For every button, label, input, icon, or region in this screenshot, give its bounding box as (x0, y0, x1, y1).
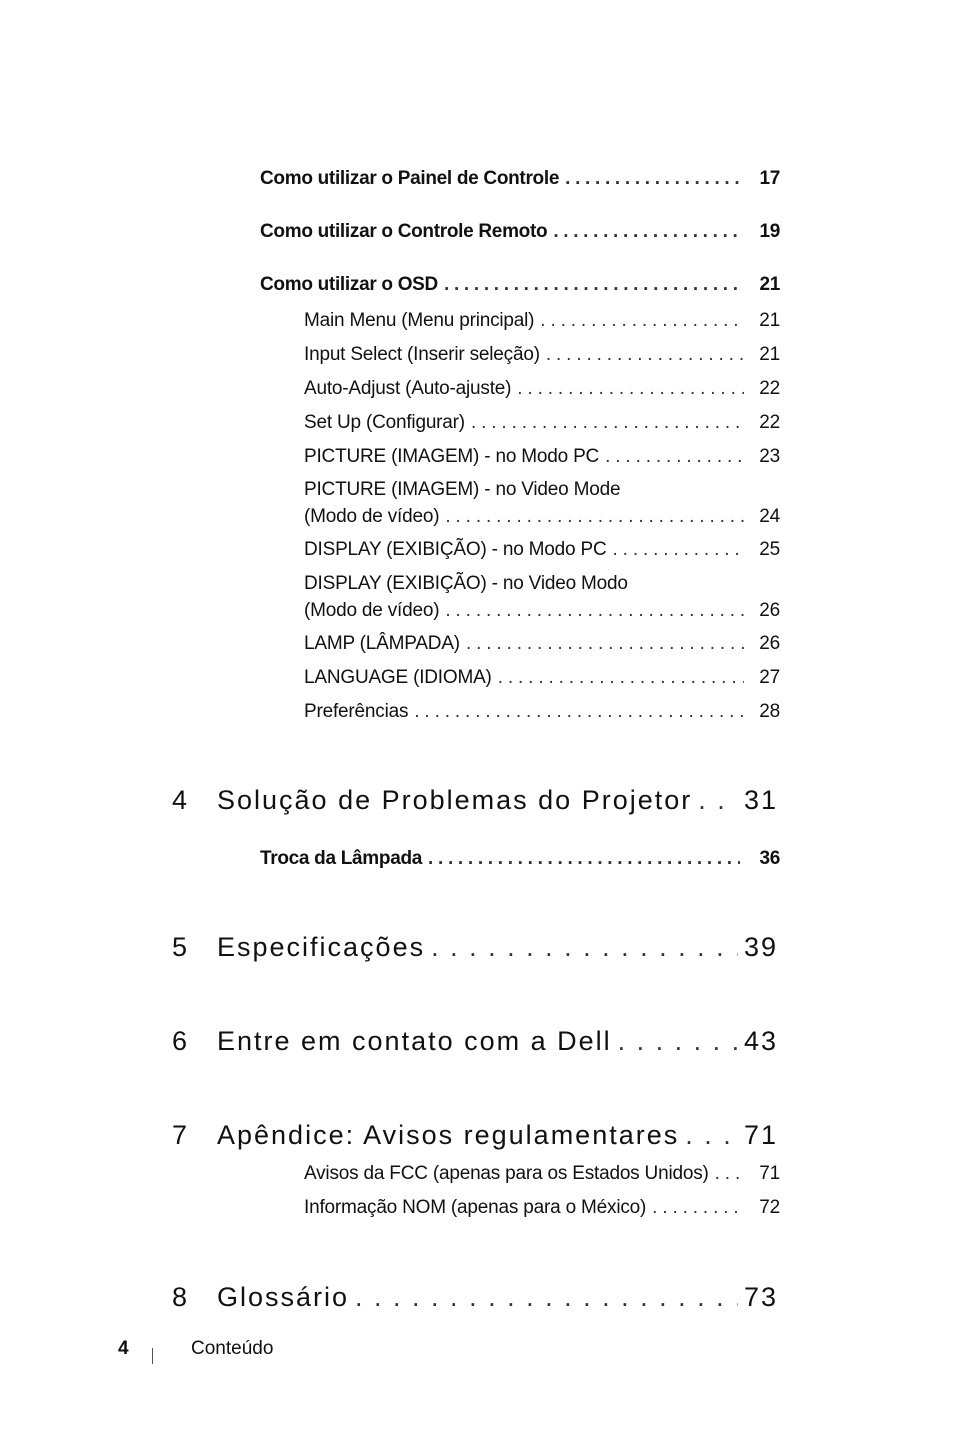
dot-leader (559, 168, 740, 190)
dot-leader (599, 446, 744, 468)
toc-entry-title: Auto-Adjust (Auto-ajuste) (304, 378, 512, 399)
toc-subentry-display-video[interactable] (304, 600, 780, 622)
dot-leader (692, 785, 738, 816)
chapter-number: 8 (172, 1282, 190, 1312)
toc-subentry-picture-pc[interactable] (304, 446, 780, 468)
dot-leader (534, 310, 744, 332)
dot-leader (646, 1197, 744, 1219)
toc-subentry-input-select[interactable] (304, 344, 780, 366)
toc-entry-painel-de-controle[interactable] (260, 168, 780, 190)
chapter-number: 6 (172, 1026, 190, 1056)
toc-chapter-6[interactable] (172, 1026, 778, 1057)
chapter-number: 7 (172, 1120, 190, 1150)
toc-subentry-fcc[interactable] (304, 1163, 780, 1185)
toc-subentry-display-pc[interactable] (304, 539, 780, 561)
toc-entry-title: Troca da Lâmpada (260, 848, 423, 869)
toc-subentry-preferencias[interactable] (304, 701, 780, 723)
chapter-page: 31 (743, 785, 778, 815)
toc-entry-page: 22 (759, 412, 780, 433)
dot-leader (607, 539, 745, 561)
toc-entry-troca-lampada[interactable] (260, 848, 780, 870)
toc-entry-title: Avisos da FCC (apenas para os Estados Unidos) (304, 1163, 709, 1184)
dot-leader (439, 600, 744, 622)
toc-entry-osd[interactable] (260, 274, 780, 296)
toc-subentry-lamp[interactable] (304, 633, 780, 655)
toc-entry-page: 26 (759, 633, 780, 654)
toc-entry-controle-remoto[interactable] (260, 221, 780, 243)
toc-entry-title: (Modo de vídeo) (304, 600, 440, 621)
toc-subentry-language[interactable] (304, 667, 780, 689)
chapter-title: Apêndice: Avisos regulamentares (217, 1120, 680, 1150)
toc-subentry-set-up[interactable] (304, 412, 780, 434)
toc-entry-page: 28 (759, 701, 780, 722)
toc-subentry-main-menu[interactable] (304, 310, 780, 332)
dot-leader (547, 221, 740, 243)
dot-leader (540, 344, 744, 366)
toc-entry-page: 26 (759, 600, 780, 621)
chapter-page: 39 (743, 932, 778, 962)
toc-subentry-auto-adjust[interactable] (304, 378, 780, 400)
toc-entry-page: 22 (759, 378, 780, 399)
dot-leader (422, 848, 740, 870)
toc-entry-title: PICTURE (IMAGEM) - no Modo PC (304, 446, 600, 467)
chapter-number: 5 (172, 932, 190, 962)
toc-chapter-4[interactable] (172, 785, 778, 816)
dot-leader (679, 1120, 738, 1151)
toc-entry-page: 71 (759, 1163, 780, 1184)
toc-subentry-display-video-line1[interactable]: DISPLAY (EXIBIÇÃO) - no Video Modo (304, 573, 628, 594)
toc-subentry-nom[interactable] (304, 1197, 780, 1219)
footer-page-number: 4 (118, 1338, 129, 1359)
toc-entry-page: 25 (759, 539, 780, 560)
chapter-page: 43 (743, 1026, 778, 1056)
toc-entry-page: 36 (759, 848, 780, 869)
footer-label: Conteúdo (191, 1338, 274, 1359)
toc-entry-title: Como utilizar o Controle Remoto (260, 221, 548, 242)
footer-divider (152, 1348, 153, 1364)
toc-entry-title: (Modo de vídeo) (304, 506, 440, 527)
dot-leader (349, 1282, 738, 1313)
chapter-title: Entre em contato com a Dell (217, 1026, 612, 1056)
dot-leader (439, 506, 744, 528)
toc-entry-title: Informação NOM (apenas para o México) (304, 1197, 647, 1218)
dot-leader (460, 633, 744, 655)
toc-entry-page: 19 (759, 221, 780, 242)
toc-entry-title: Como utilizar o Painel de Controle (260, 168, 560, 189)
chapter-title: Glossário (217, 1282, 350, 1312)
chapter-title: Especificações (217, 932, 426, 962)
toc-entry-title: Preferências (304, 701, 409, 722)
toc-entry-page: 17 (759, 168, 780, 189)
dot-leader (425, 932, 738, 963)
toc-entry-page: 23 (759, 446, 780, 467)
chapter-page: 73 (743, 1282, 778, 1312)
toc-entry-title: LAMP (LÂMPADA) (304, 633, 460, 654)
chapter-title: Solução de Problemas do Projetor (217, 785, 693, 815)
toc-entry-title: Set Up (Configurar) (304, 412, 465, 433)
toc-entry-title: LANGUAGE (IDIOMA) (304, 667, 492, 688)
dot-leader (492, 667, 744, 689)
toc-entry-title: Como utilizar o OSD (260, 274, 438, 295)
toc-entry-page: 27 (759, 667, 780, 688)
toc-entry-title: DISPLAY (EXIBIÇÃO) - no Modo PC (304, 539, 607, 560)
toc-entry-page: 72 (759, 1197, 780, 1218)
toc-entry-title: Input Select (Inserir seleção) (304, 344, 540, 365)
toc-entry-page: 24 (759, 506, 780, 527)
toc-subentry-picture-video-line1[interactable]: PICTURE (IMAGEM) - no Video Mode (304, 479, 621, 500)
dot-leader (612, 1026, 738, 1057)
toc-chapter-7[interactable] (172, 1120, 778, 1151)
toc-subentry-picture-video[interactable] (304, 506, 780, 528)
toc-chapter-8[interactable] (172, 1282, 778, 1313)
toc-entry-page: 21 (759, 344, 780, 365)
dot-leader (511, 378, 744, 400)
toc-entry-title: Main Menu (Menu principal) (304, 310, 535, 331)
dot-leader (438, 274, 740, 296)
chapter-number: 4 (172, 785, 190, 815)
toc-entry-page: 21 (759, 274, 780, 295)
chapter-page: 71 (743, 1120, 778, 1150)
dot-leader (465, 412, 744, 434)
dot-leader (408, 701, 744, 723)
toc-entry-page: 21 (759, 310, 780, 331)
dot-leader (709, 1163, 744, 1185)
toc-chapter-5[interactable] (172, 932, 778, 963)
